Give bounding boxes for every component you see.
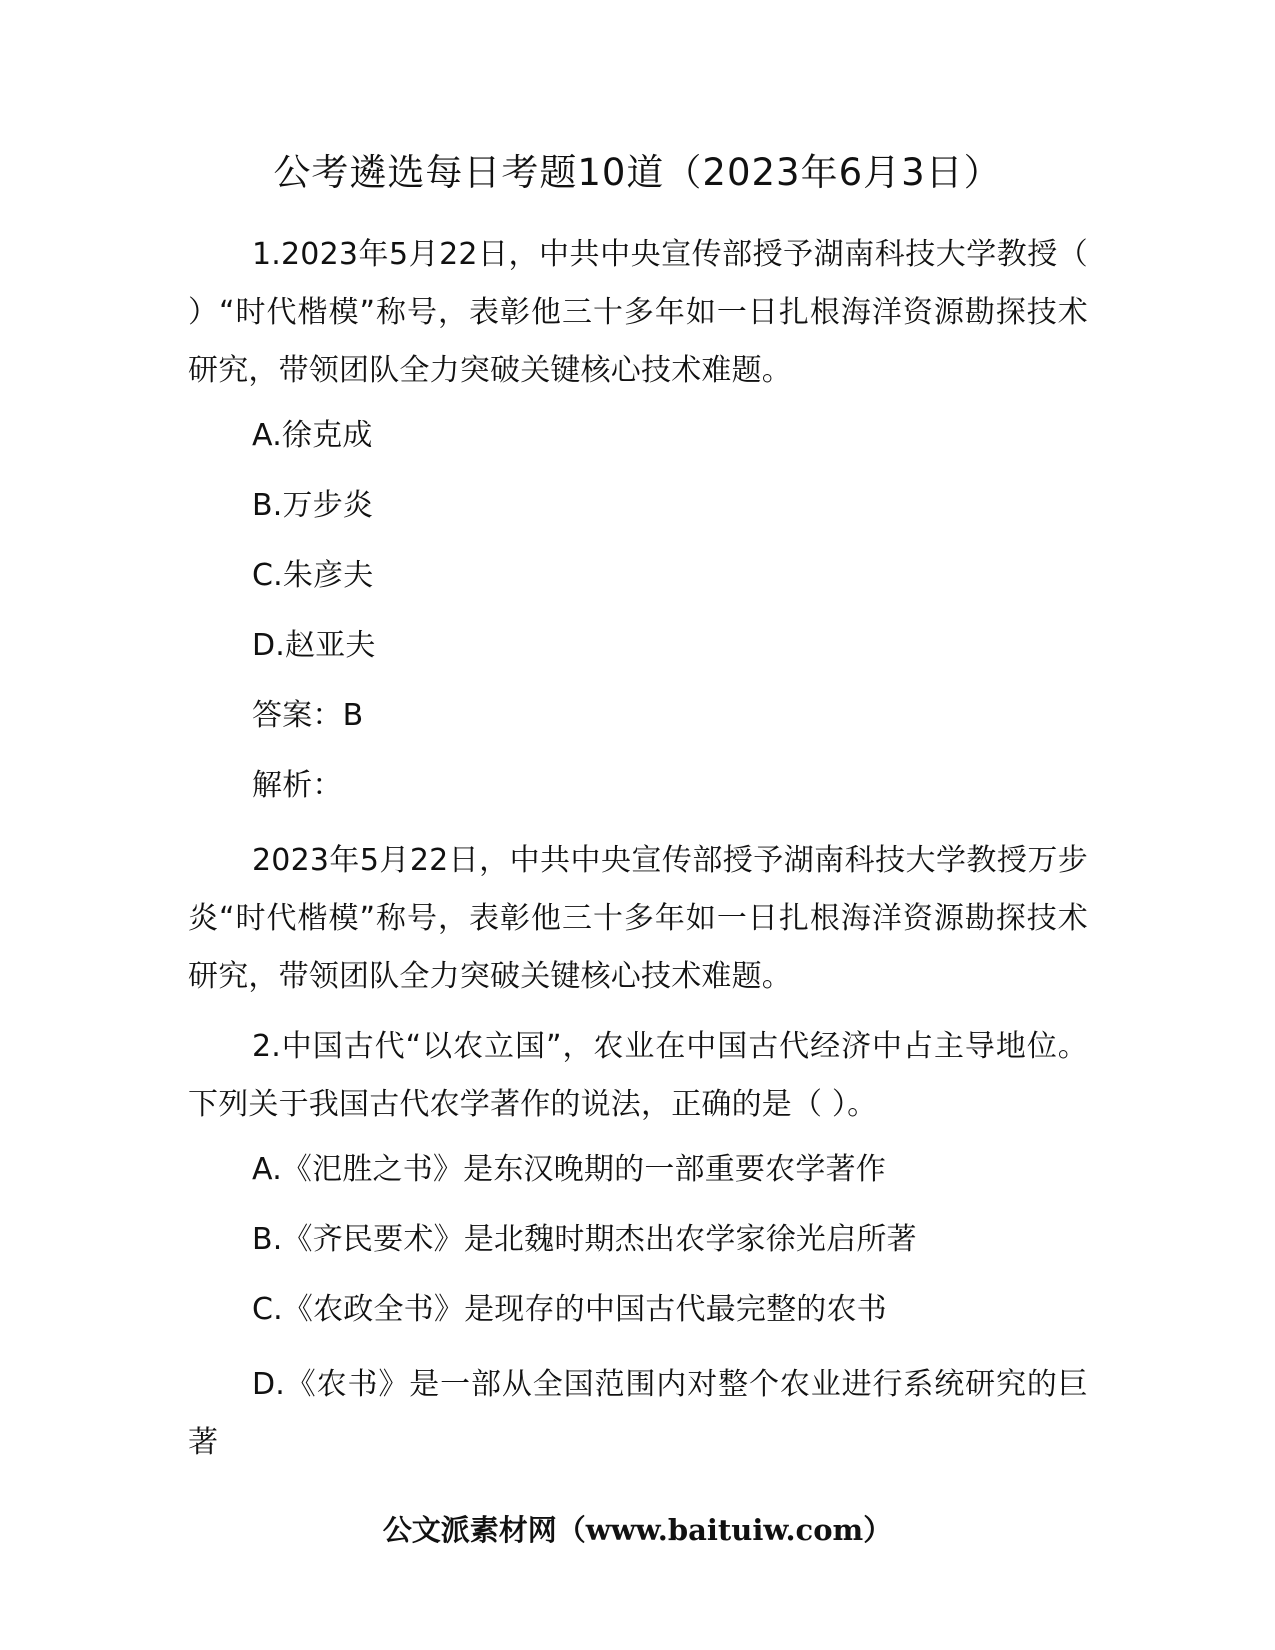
page-title: 公考遴选每日考题10道（2023年6月3日）	[273, 151, 1002, 194]
question-1-analysis-label: 解析：	[252, 768, 343, 803]
document-body	[188, 226, 1088, 1484]
question-1-answer: 答案：B	[252, 698, 364, 733]
question-1-option-a: A.徐克成	[252, 418, 373, 453]
question-1-stem: 1.2023年5月22日，中共中央宣传部授予湖南科技大学教授（ ）“时代楷模”称号，表彰他三十多年如一日扎根海洋资源勘探技术研究，带领团队全力突破关键核心技术难题。	[188, 237, 1088, 388]
question-2-stem: 2.中国古代“以农立国”，农业在中国古代经济中占主导地位。下列关于我国古代农学著作的说法，正确的是（ ）。	[188, 1029, 1088, 1122]
question-2-option-c: C.《农政全书》是现存的中国古代最完整的农书	[252, 1292, 887, 1327]
question-1-option-d: D.赵亚夫	[252, 628, 376, 663]
question-2-option-a: A.《汜胜之书》是东汉晚期的一部重要农学著作	[252, 1152, 886, 1187]
question-1-analysis: 2023年5月22日，中共中央宣传部授予湖南科技大学教授万步炎“时代楷模”称号，表彰他三十多年如一日扎根海洋资源勘探技术研究，带领团队全力突破关键核心技术难题。	[188, 843, 1088, 994]
question-2-option-b: B.《齐民要术》是北魏时期杰出农学家徐光启所著	[252, 1222, 917, 1257]
question-1-option-c: C.朱彦夫	[252, 558, 374, 593]
question-2-option-d: D.《农书》是一部从全国范围内对整个农业进行系统研究的巨著	[188, 1367, 1088, 1460]
footer-source: 公文派素材网（www.baituiw.com）	[382, 1513, 893, 1547]
question-1-option-b: B.万步炎	[252, 488, 374, 523]
